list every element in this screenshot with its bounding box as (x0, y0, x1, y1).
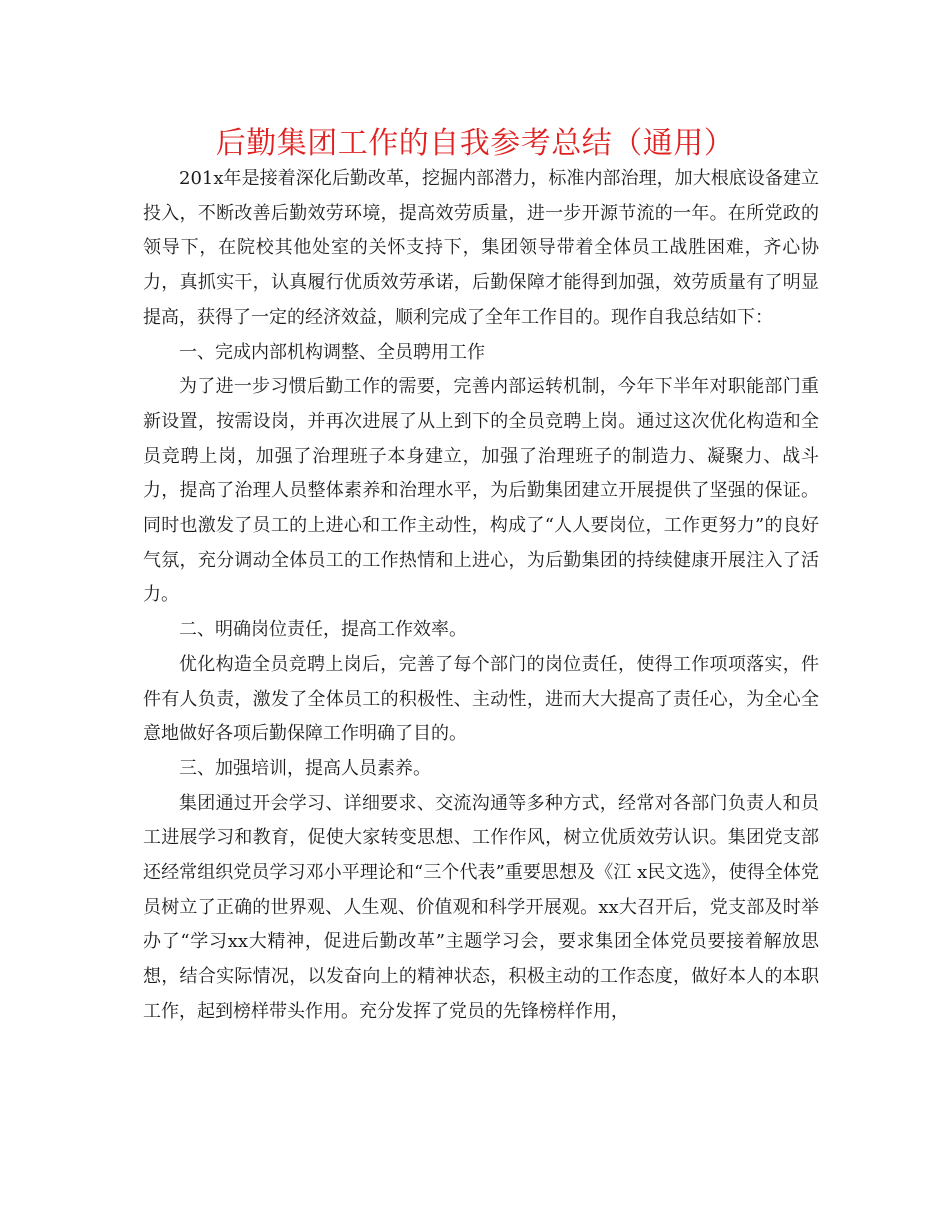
paragraph-section-3: 集团通过开会学习、详细要求、交流沟通等多种方式，经常对各部门负责人和员工进展学习和教育，促使大家转变思想、工作作风，树立优质效劳认识。集团党支部还经常组织党员学习邓小平理论和“三个代表”重要思想及《江 x民文选》，使得全体党员树立了正确的世界观、人生观、价值观和科学开展观。xx大召开后，党支部及时举办了“学习xx大精神，促进后勤改革”主题学习会，要求集团全体党员要接着解放思想，结合实际情况，以发奋向上的精神状态，积极主动的工作态度，做好本人的本职工作，起到榜样带头作用。充分发挥了党员的先锋榜样作用， (143, 792, 819, 1022)
document-body (143, 162, 819, 1030)
paragraph-intro: 201x年是接着深化后勤改革，挖掘内部潜力，标准内部治理，加大根底设备建立投入，不断改善后勤效劳环境，提高效劳质量，进一步开源节流的一年。在所党政的领导下，在院校其他处室的关怀支持下，集团领导带着全体员工战胜困难，齐心协力，真抓实干，认真履行优质效劳承诺，后勤保障才能得到加强，效劳质量有了明显提高，获得了一定的经济效益，顺利完成了全年工作目的。现作自我总结如下： (143, 168, 819, 328)
paragraph-section-1: 为了进一步习惯后勤工作的需要，完善内部运转机制，今年下半年对职能部门重新设置，按需设岗，并再次进展了从上到下的全员竞聘上岗。通过这次优化构造和全员竞聘上岗，加强了治理班子本身建立，加强了治理班子的制造力、凝聚力、战斗力，提高了治理人员整体素养和治理水平，为后勤集团建立开展提供了坚强的保证。同时也激发了员工的上进心和工作主动性，构成了“人人要岗位，工作更努力”的良好气氛，充分调动全体员工的工作热情和上进心，为后勤集团的持续健康开展注入了活力。 (143, 376, 819, 606)
heading-section-3: 三、加强培训，提高人员素养。 (179, 757, 431, 779)
paragraph-section-2: 优化构造全员竞聘上岗后，完善了每个部门的岗位责任，使得工作项项落实，件件有人负责，激发了全体员工的积极性、主动性，进而大大提高了责任心，为全心全意地做好各项后勤保障工作明确了目的。 (143, 653, 819, 745)
heading-section-2: 二、明确岗位责任，提高工作效率。 (179, 619, 467, 641)
heading-section-1: 一、完成内部机构调整、全员聘用工作 (179, 341, 485, 363)
document-title: 后勤集团工作的自我参考总结（通用） (215, 126, 735, 161)
